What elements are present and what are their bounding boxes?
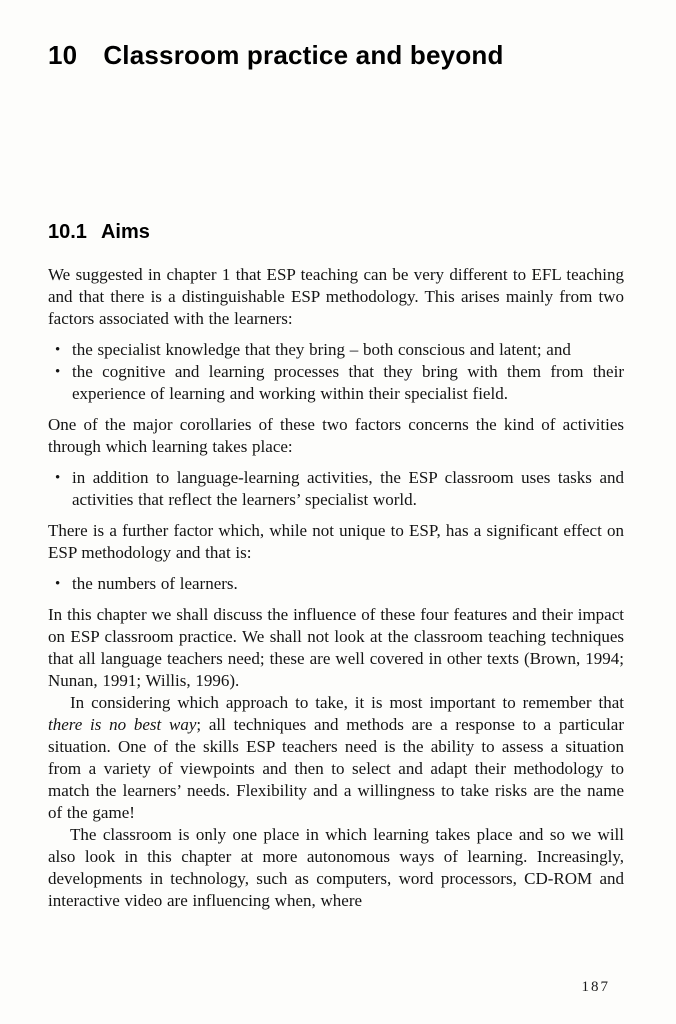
bullet-icon: •: [55, 342, 61, 358]
list-item-text: the numbers of learners.: [72, 574, 238, 593]
paragraph-chapter-plan: In this chapter we shall discuss the influence of these four features and their impact on ESP classroom practice. We shall not look at the classroom teaching techniques that all language teachers need; these are well covered in other texts (Brown, 1994; Nunan, 1991; Willis, 1996).: [48, 605, 624, 690]
list-item: [55, 361, 624, 405]
list-item: [55, 339, 624, 361]
section-heading: [48, 220, 624, 244]
paragraph-approach-post: ; all techniques and methods are a response to a particular situation. One of the skills ESP teachers need is the ability to assess a situation from a variety of viewpoints and then to select and adapt their methodology to match the learners’ needs. Flexibility and a willingness to take risks are the name of the game!: [48, 715, 625, 822]
bullet-list-numbers: [48, 573, 624, 595]
list-item: [55, 467, 624, 511]
paragraph-corollaries: One of the major corollaries of these two factors concerns the kind of activities through which learning takes place:: [48, 415, 624, 456]
paragraph-approach-italic: there is no best way: [48, 715, 197, 734]
bullet-icon: •: [55, 364, 61, 380]
section-number: 10.1: [48, 221, 87, 243]
chapter-number: 10: [48, 40, 78, 70]
bullet-list-activities: [48, 467, 624, 511]
bullet-icon: •: [55, 576, 61, 592]
page-number: 187: [581, 979, 610, 995]
chapter-title: Classroom practice and beyond: [103, 40, 504, 70]
paragraph-approach-pre: In considering which approach to take, it is most important to remember that: [70, 693, 624, 712]
list-item-text: in addition to language-learning activities, the ESP classroom uses tasks and activities that reflect the learners’ specialist world.: [72, 468, 624, 509]
list-item-text: the cognitive and learning processes that they bring with them from their experience of learning and working within their specialist field.: [72, 362, 624, 403]
paragraph-approach: [48, 692, 624, 824]
section-title: Aims: [100, 221, 150, 243]
chapter-heading: [48, 40, 624, 70]
list-item-text: the specialist knowledge that they bring – both conscious and latent; and: [72, 340, 571, 359]
paragraph-further-factor: There is a further factor which, while not unique to ESP, has a significant effect on ESP methodology and that is:: [48, 521, 624, 562]
paragraph-intro: We suggested in chapter 1 that ESP teaching can be very different to EFL teaching and that there is a distinguishable ESP methodology. This arises mainly from two factors associated with the learners:: [48, 265, 624, 328]
bullet-list-learner-factors: [48, 339, 624, 405]
bullet-icon: •: [55, 470, 61, 486]
list-item: [55, 573, 624, 595]
paragraph-autonomous: The classroom is only one place in which learning takes place and so we will also look in this chapter at more autonomous ways of learning. Increasingly, developments in technology, such as computers, word processors, CD-ROM and interactive video are influencing when, where: [48, 825, 624, 910]
